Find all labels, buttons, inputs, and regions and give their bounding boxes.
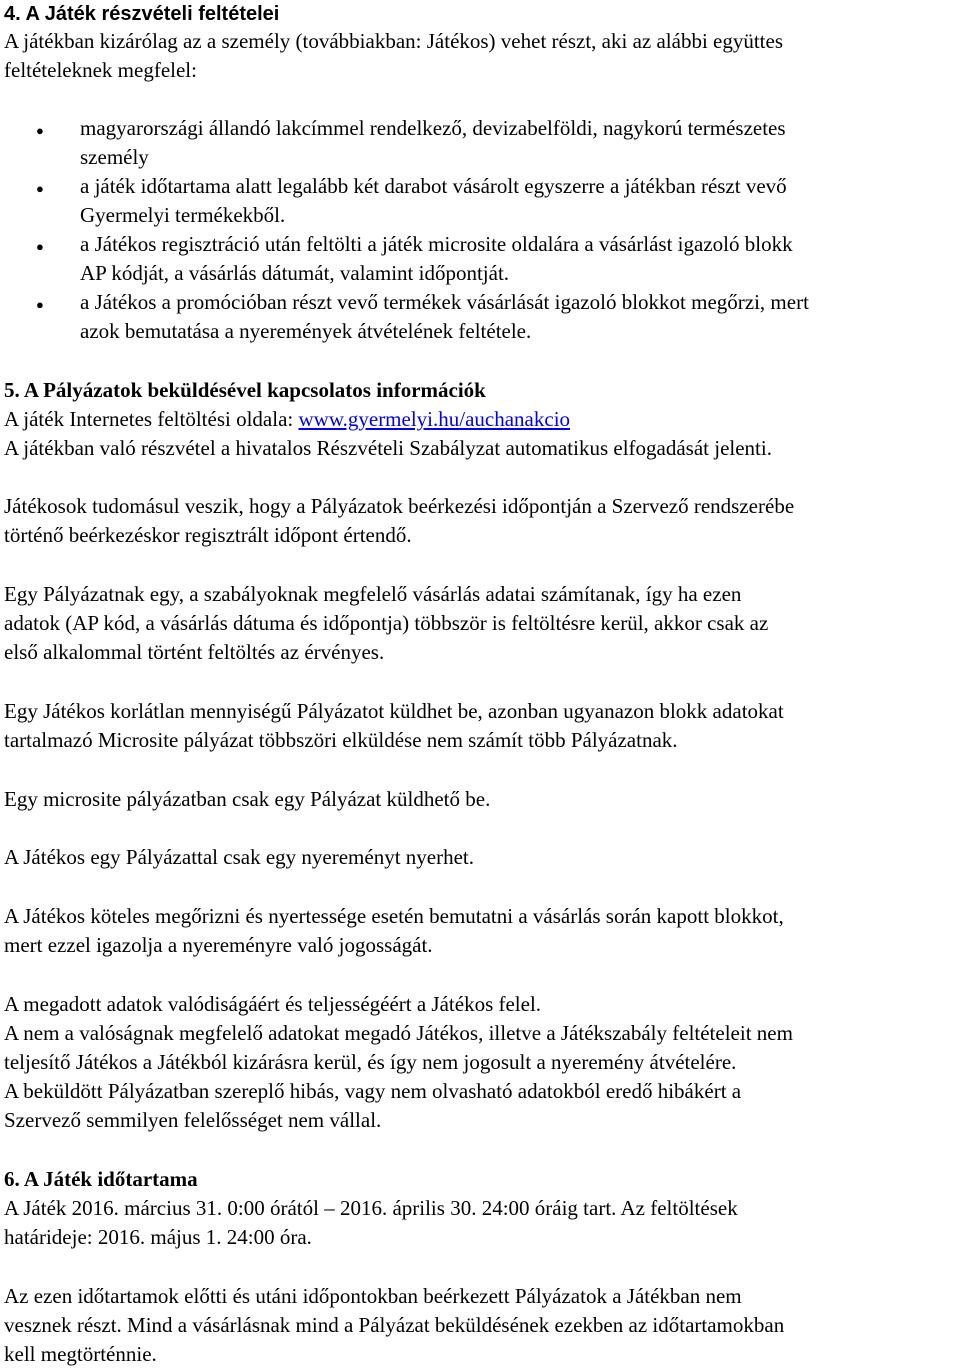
- section-6-paragraph-1-line-2: határideje: 2016. május 1. 24:00 óra.: [4, 1225, 312, 1249]
- bullet-dot-icon: ●: [36, 239, 44, 254]
- bullet-3-line-1: a Játékos regisztráció után feltölti a játék microsite oldalára a vásárlást igazoló blokk: [80, 232, 793, 256]
- bullet-dot-icon: ●: [36, 123, 44, 138]
- bullet-2-line-1: a játék időtartama alatt legalább két darabot vásárolt egyszerre a játékban részt vevő: [80, 174, 787, 198]
- section-5-paragraph-8-line-2: A nem a valóságnak megfelelő adatokat megadó Játékos, illetve a Játékszabály feltételeit nem: [4, 1021, 793, 1045]
- bullet-4-line-2: azok bemutatása a nyeremények átvételének feltétele.: [80, 319, 532, 343]
- section-5-paragraph-8-line-5: Szervező semmilyen felelősséget nem vállal.: [4, 1108, 382, 1132]
- section-5-paragraph-6: A Játékos egy Pályázattal csak egy nyereményt nyerhet.: [4, 845, 474, 869]
- section-4-intro-line-1: A játékban kizárólag az a személy (továbbiakban: Játékos) vehet részt, aki az alábbi együttes: [4, 29, 784, 53]
- section-5-paragraph-8-line-3: teljesítő Játékos a Játékból kizárásra kerül, és így nem jogosult a nyeremény átvételére.: [4, 1050, 737, 1074]
- section-5-paragraph-8-line-4: A beküldött Pályázatban szereplő hibás, vagy nem olvasható adatokból eredő hibákért a: [4, 1079, 742, 1103]
- section-5-paragraph-7-line-2: mert ezzel igazolja a nyereményre való jogosságát.: [4, 933, 433, 957]
- section-5-paragraph-4-line-2: tartalmazó Microsite pályázat többszöri elküldése nem számít több Pályázatnak.: [4, 728, 678, 752]
- bullet-dot-icon: ●: [36, 181, 44, 196]
- section-5-paragraph-4-line-1: Egy Játékos korlátlan mennyiségű Pályázatot küldhet be, azonban ugyanazon blokk adatokat: [4, 699, 784, 723]
- section-5-paragraph-3-line-3: első alkalommal történt feltöltés az érvényes.: [4, 640, 385, 664]
- bullet-dot-icon: ●: [36, 297, 44, 312]
- section-4-heading: 4. A Játék részvételi feltételei: [4, 3, 280, 25]
- section-6-heading: 6. A Játék időtartama: [4, 1167, 198, 1191]
- section-5-paragraph-1: A játékban való részvétel a hivatalos Részvételi Szabályzat automatikus elfogadását jelenti.: [4, 436, 772, 460]
- bullet-1-line-1: magyarországi állandó lakcímmel rendelkező, devizabelföldi, nagykorú természetes: [80, 116, 786, 140]
- bullet-4-line-1: a Játékos a promócióban részt vevő termékek vásárlását igazoló blokkot megőrzi, mert: [80, 290, 809, 314]
- section-5-paragraph-7-line-1: A Játékos köteles megőrizni és nyertessége esetén bemutatni a vásárlás során kapott blokkot,: [4, 904, 784, 928]
- section-5-heading: 5. A Pályázatok beküldésével kapcsolatos információk: [4, 378, 486, 402]
- upload-page-link[interactable]: www.gyermelyi.hu/auchanakcio: [298, 407, 571, 431]
- upload-page-line: [4, 405, 570, 434]
- bullet-2-line-2: Gyermelyi termékekből.: [80, 203, 286, 227]
- section-6-paragraph-2-line-2: vesznek részt. Mind a vásárlásnak mind a Pályázat beküldésének ezekben az időtartamokban: [4, 1313, 785, 1337]
- section-6-paragraph-2-line-3: kell megtörténnie.: [4, 1342, 157, 1366]
- section-5-paragraph-8-line-1: A megadott adatok valódiságáért és teljességéért a Játékos felel.: [4, 992, 542, 1016]
- bullet-1-line-2: személy: [80, 145, 149, 169]
- section-4-intro-line-2: feltételeknek megfelel:: [4, 58, 197, 82]
- section-6-paragraph-1-line-1: A Játék 2016. március 31. 0:00 órától – 2016. április 30. 24:00 óráig tart. Az feltöltések: [4, 1196, 738, 1220]
- upload-page-label: A játék Internetes feltöltési oldala:: [4, 407, 299, 431]
- section-5-paragraph-2-line-1: Játékosok tudomásul veszik, hogy a Pályázatok beérkezési időpontján a Szervező rendszerébe: [4, 494, 795, 518]
- section-6-paragraph-2-line-1: Az ezen időtartamok előtti és utáni időpontokban beérkezett Pályázatok a Játékban nem: [4, 1284, 742, 1308]
- bullet-3-line-2: AP kódját, a vásárlás dátumát, valamint időpontját.: [80, 261, 510, 285]
- section-5-paragraph-3-line-2: adatok (AP kód, a vásárlás dátuma és időpontja) többször is feltöltésre kerül, akkor csak az: [4, 611, 769, 635]
- section-5-paragraph-5: Egy microsite pályázatban csak egy Pályázat küldhető be.: [4, 787, 491, 811]
- section-5-paragraph-3-line-1: Egy Pályázatnak egy, a szabályoknak megfelelő vásárlás adatai számítanak, így ha ezen: [4, 582, 742, 606]
- section-5-paragraph-2-line-2: történő beérkezéskor regisztrált időpont értendő.: [4, 523, 412, 547]
